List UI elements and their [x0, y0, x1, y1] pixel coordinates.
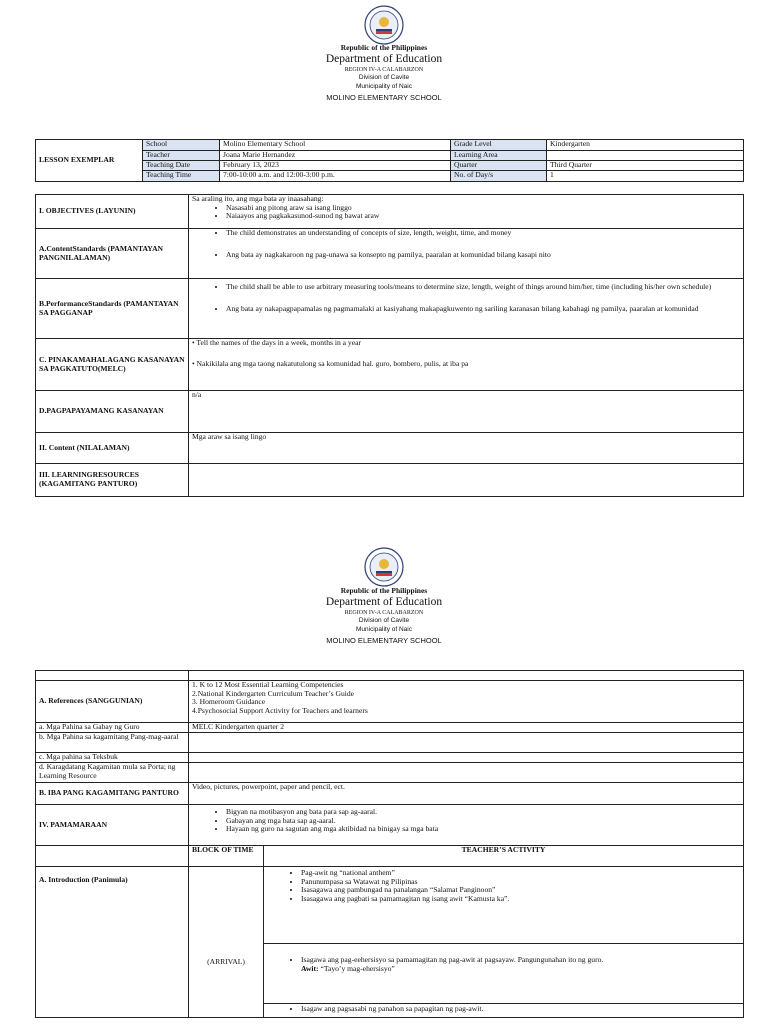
melc-item: • Tell the names of the days in a week, months in a year: [192, 338, 362, 347]
activity-item: • Panunumpasa sa Watawat ng Pilipinas: [301, 878, 740, 887]
pamamaraan-list: [192, 808, 740, 834]
performance-standards-list: [192, 283, 740, 313]
pamamaraan-item: • Hayaan ng guro na sagutan ang mga aktibidad na binigay sa mga bata: [226, 825, 740, 834]
objectives-list: [192, 204, 740, 221]
republic-text: Republic of the Philippines: [340, 43, 428, 52]
student-pages-label: b. Mga Pahina sa kagamitang Pang-mag-aaral: [36, 733, 189, 753]
school-text: MOLINO ELEMENTARY SCHOOL: [326, 93, 442, 102]
quarter-value: Third Quarter: [547, 161, 744, 171]
days-value: 1: [547, 171, 744, 182]
activity-list: [267, 869, 740, 904]
grade-label: Grade Level: [451, 140, 547, 151]
region-text: REGION IV-A CALABARZON: [344, 610, 424, 616]
department-text: Department of Education: [325, 596, 443, 608]
content-standard-item: • Ang bata ay nagkakaroon ng pag-unawa sa konsepto ng pamilya, paaralan at komunidad bilang kasapi nito: [226, 251, 740, 260]
lesson-info-table: [35, 139, 744, 182]
date-value: February 13, 2023: [220, 161, 451, 171]
pamamaraan-item: • Bigyan na motibasyon ang bata para sap ag-aaral.: [226, 808, 740, 817]
empty-cell: [189, 671, 744, 681]
guro-pages-label: a. Mga Pahina sa Gabay ng Guro: [36, 723, 189, 733]
empty-cell: [36, 846, 189, 867]
weather-list: [267, 1005, 740, 1014]
content-standards-cell: [189, 229, 744, 279]
content-standard-item: • The child demonstrates an understanding of concepts of size, length, weight, time, and money: [226, 229, 740, 238]
pamamaraan-item: • Gabayan ang mga bata sap ag-aaral.: [226, 817, 740, 826]
empty-cell: [36, 671, 189, 681]
weather-cell: [264, 1004, 744, 1018]
quarter-label: Quarter: [451, 161, 547, 171]
portal-resources-label: d. Karagdatang Kagamitan mula sa Porta; ng Learning Resource: [36, 763, 189, 783]
area-value: [547, 151, 744, 161]
date-label: Teaching Date: [143, 161, 220, 171]
weather-item: • Isagaw ang pagsasabi ng panahon sa papagitan ng pag-awit.: [301, 1005, 740, 1014]
objective-item: • Naiaayos ang pagkakasunod-sunod ng bawat araw: [226, 212, 740, 221]
awit-label: Awit:: [301, 963, 319, 973]
reference-item: 2.National Kindergarten Curriculum Teacher’s Guide: [192, 688, 355, 698]
teacher-label: Teacher: [143, 151, 220, 161]
pagpapayaman-label: D.PAGPAPAYAMANG KASANAYAN: [36, 391, 189, 433]
melc-item: • Nakikilala ang mga taong nakatutulong sa komunidad hal. guro, bombero, pulis, at iba pa: [192, 358, 469, 368]
reference-item: 4.Psychosocial Support Activity for Teachers and learners: [192, 706, 368, 716]
performance-standard-item: • The child shall be able to use arbitrary measuring tools/means to determine size, length, weight of things around him/her, time (including his/her own schedule): [226, 283, 740, 292]
content-value: Mga araw sa isang lingo: [189, 433, 744, 464]
pamamaraan-cell: [189, 805, 744, 846]
activity-cell: [264, 867, 744, 944]
performance-standards-cell: [189, 279, 744, 339]
school-text: MOLINO ELEMENTARY SCHOOL: [326, 636, 442, 645]
content-standards-label: A.ContentStandards (PAMANTAYAN PANGNILALAMAN): [36, 229, 189, 279]
learning-resources-label: III. LEARNINGRESOURCES (KAGAMITANG PANTURO): [36, 464, 189, 497]
municipality-text: Municipality of Naic: [356, 83, 412, 90]
pagpapayaman-value: n/a: [189, 391, 744, 433]
references-cell: [189, 681, 744, 723]
activity-item: • Isasagawa ang pambungad na panalangan “Salamat Panginoon”: [301, 886, 740, 895]
time-value: 7:00-10:00 a.m. and 12:00-3:00 p.m.: [220, 171, 451, 182]
performance-standard-item: • Ang bata ay nakapagpapamalas ng pagmamalaki at kasiyahang makapagkuwento ng sariling karanasan bilang kabahagi ng pamilya, paaralan at komunidad: [226, 305, 740, 314]
time-label: Teaching Time: [143, 171, 220, 182]
introduction-label: A. Introduction (Panimula): [36, 867, 189, 1018]
awit-title: “Tayo’y mag-ehersisyo”: [318, 963, 395, 973]
content-label: II. Content (NILALAMAN): [36, 433, 189, 464]
objectives-label: I. OBJECTIVES (LAYUNIN): [36, 195, 189, 229]
school-value: Molino Elementary School: [220, 140, 451, 151]
performance-standards-label: B.PerformanceStandards (PAMANTAYAN SA PAGGANAP: [36, 279, 189, 339]
republic-text: Republic of the Philippines: [340, 586, 428, 595]
deped-seal-icon: [364, 5, 404, 45]
other-materials-value: Video, pictures, powerpoint, paper and pencil, ect.: [189, 783, 744, 805]
references-table: [35, 670, 744, 1018]
days-label: No. of Day/s: [451, 171, 547, 182]
references-label: A. References (SANGGUNIAN): [36, 681, 189, 723]
division-text: Division of Cavite: [358, 74, 410, 81]
student-pages-value: [189, 733, 744, 753]
portal-resources-value: [189, 763, 744, 783]
activity-item: • Isasagawa ang pagbati sa pamamagitan ng isang awit “Kamusta ka”.: [301, 895, 740, 904]
municipality-text: Municipality of Naic: [356, 626, 412, 633]
region-text: REGION IV-A CALABARZON: [344, 67, 424, 73]
melc-cell: [189, 339, 744, 391]
pamamaraan-label: IV. PAMAMARAAN: [36, 805, 189, 846]
exercise-item: [301, 956, 740, 973]
area-label: Learning Area: [451, 151, 547, 161]
content-standards-list: [192, 229, 740, 259]
teacher-value: Joana Marie Hernandez: [220, 151, 451, 161]
deped-seal-icon: [364, 547, 404, 587]
objectives-intro: Sa araling ito, ang mga bata ay inaasahang:: [192, 194, 324, 203]
learning-resources-value: [189, 464, 744, 497]
reference-item: 3. Homeroom Guidance: [192, 697, 266, 707]
lesson-exemplar-title: LESSON EXEMPLAR: [36, 140, 143, 182]
objective-item: • Nasasabi ang pitong araw sa isang linggo: [226, 204, 740, 213]
activity-item: • Pag-awit ng “national anthem”: [301, 869, 740, 878]
textbook-pages-value: [189, 753, 744, 763]
other-materials-label: B. IBA PANG KAGAMITANG PANTURO: [36, 783, 189, 805]
grade-value: Kindergarten: [547, 140, 744, 151]
reference-item: 1. K to 12 Most Essential Learning Competencies: [192, 680, 344, 689]
block-of-time-header: BLOCK OF TIME: [189, 846, 264, 867]
teachers-activity-header: TEACHER’S ACTIVITY: [264, 846, 744, 867]
melc-label: C. PINAKAMAHALAGANG KASANAYAN SA PAGKATUTO(MELC): [36, 339, 189, 391]
textbook-pages-label: c. Mga pahina sa Teksbuk: [36, 753, 189, 763]
guro-pages-value: MELC Kindergarten quarter 2: [189, 723, 744, 733]
division-text: Division of Cavite: [358, 617, 410, 624]
objectives-table: [35, 194, 744, 497]
department-text: Department of Education: [325, 53, 443, 65]
exercise-list: [267, 956, 740, 973]
exercise-text: Isagawa ang pag-eehersisyo sa pamamagitan ng pag-awit at pagsayaw. Pangungunahan ito ng guro.: [301, 955, 604, 964]
school-label: School: [143, 140, 220, 151]
exercise-cell: [264, 944, 744, 1004]
arrival-label: (ARRIVAL): [189, 867, 264, 1018]
objectives-cell: [189, 195, 744, 229]
